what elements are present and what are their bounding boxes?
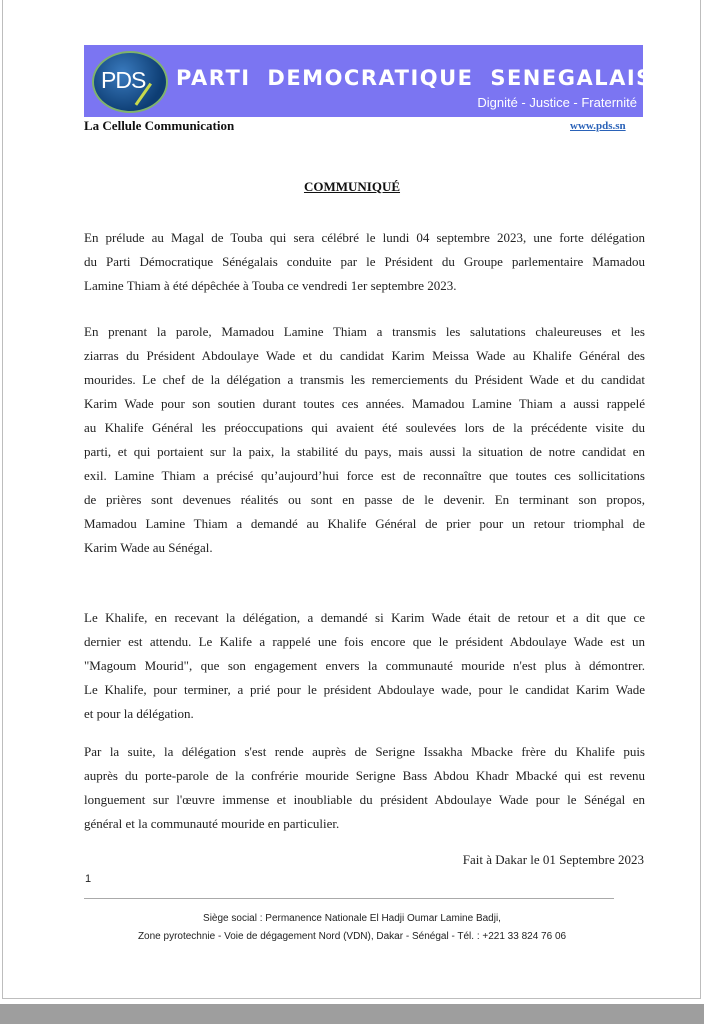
paragraph-1 (84, 226, 645, 298)
footer-address-1: Siège social : Permanence Nationale El Hadji Oumar Lamine Badji, (203, 913, 501, 924)
paragraph-line: dernier est attendu. Le Kalife a rappelé une fois encore que le président Abdoulaye Wade est un (84, 634, 645, 649)
cellule-label: La Cellule Communication (84, 118, 235, 133)
paragraph-line: Mamadou Lamine Thiam a demandé au Khalife Général de prier pour un retour triomphal de (84, 516, 645, 531)
paragraph-2 (84, 320, 645, 560)
paragraph-line: Le Khalife, pour terminer, a prié pour le président Abdoulaye wade, pour le candidat Karim Wade (84, 682, 645, 697)
page-number: 1 (85, 873, 92, 885)
website-link[interactable]: www.pds.sn (570, 120, 626, 132)
document-title: COMMUNIQUÉ (303, 179, 401, 194)
paragraph-line: auprès du porte-parole de la confrérie mouride Serigne Bass Abdou Khadr Mbacké qui est revenu (84, 768, 645, 783)
paragraph-line: exil. Lamine Thiam a précisé qu’aujourd’hui force est de reconnaître que toutes ces sollicitations (84, 468, 645, 483)
viewer-bottom-bar (0, 1004, 704, 1024)
paragraph-line: Lamine Thiam à été dépêchée à Touba ce vendredi 1er septembre 2023. (84, 278, 457, 293)
paragraph-line: général et la communauté mouride en particulier. (84, 816, 340, 831)
pds-logo: PDS (92, 51, 168, 113)
paragraph-line: ziarras du Président Abdoulaye Wade et du candidat Karim Meissa Wade au Khalife Général des (84, 348, 645, 363)
paragraph-line: au Khalife Général les préoccupations qui avaient été soulevées lors de la précédente visite du (84, 420, 645, 435)
paragraph-line: En prenant la parole, Mamadou Lamine Thiam a transmis les salutations chaleureuses et les (84, 324, 645, 339)
party-motto: Dignité - Justice - Fraternité (477, 95, 637, 110)
paragraph-3 (84, 606, 645, 726)
paragraph-line: En prélude au Magal de Touba qui sera célébré le lundi 04 septembre 2023, une forte délégation (84, 230, 645, 245)
paragraph-4 (84, 740, 645, 836)
letterhead-banner (84, 45, 653, 117)
paragraph-line: mourides. Le chef de la délégation a transmis les remerciements du Président Wade et du candidat (84, 372, 645, 387)
footer-address-2: Zone pyrotechnie - Voie de dégagement Nord (VDN), Dakar - Sénégal - Tél. : +221 33 824 76 06 (137, 931, 567, 942)
paragraph-line: Le Khalife, en recevant la délégation, a demandé si Karim Wade était de retour et a dit que ce (84, 610, 645, 625)
paragraph-line: "Magoum Mourid", que son engagement envers la communauté mouride n'est plus à démontrer. (84, 658, 645, 673)
paragraph-line: longuement sur l'œuvre immense et inoubliable du président Abdoulaye Wade pour le Sénégal en (84, 792, 645, 807)
paragraph-line: et pour la délégation. (84, 706, 194, 721)
paragraph-line: Par la suite, la délégation s'est rende auprès de Serigne Issakha Mbacke frère du Khalife puis (84, 744, 645, 759)
signature-line: Fait à Dakar le 01 Septembre 2023 (462, 852, 644, 867)
footer-divider (84, 898, 614, 899)
party-name: PARTI DEMOCRATIQUE SENEGALAIS (176, 66, 653, 90)
paragraph-line: Karim Wade pour son soutien durant toutes ces années. Mamadou Lamine Thiam a aussi rappelé (84, 396, 645, 411)
paragraph-line: du Parti Démocratique Sénégalais conduite par le Président du Groupe parlementaire Mamadou (84, 254, 645, 269)
paragraph-line: parti, et qui portaient sur la paix, la stabilité du pays, mais aussi la situation de notre candidat en (84, 444, 645, 459)
paragraph-line: Karim Wade au Sénégal. (84, 540, 213, 555)
paragraph-line: de prières sont devenues réalités ou sont en passe de le devenir. En terminant son propos, (84, 492, 645, 507)
